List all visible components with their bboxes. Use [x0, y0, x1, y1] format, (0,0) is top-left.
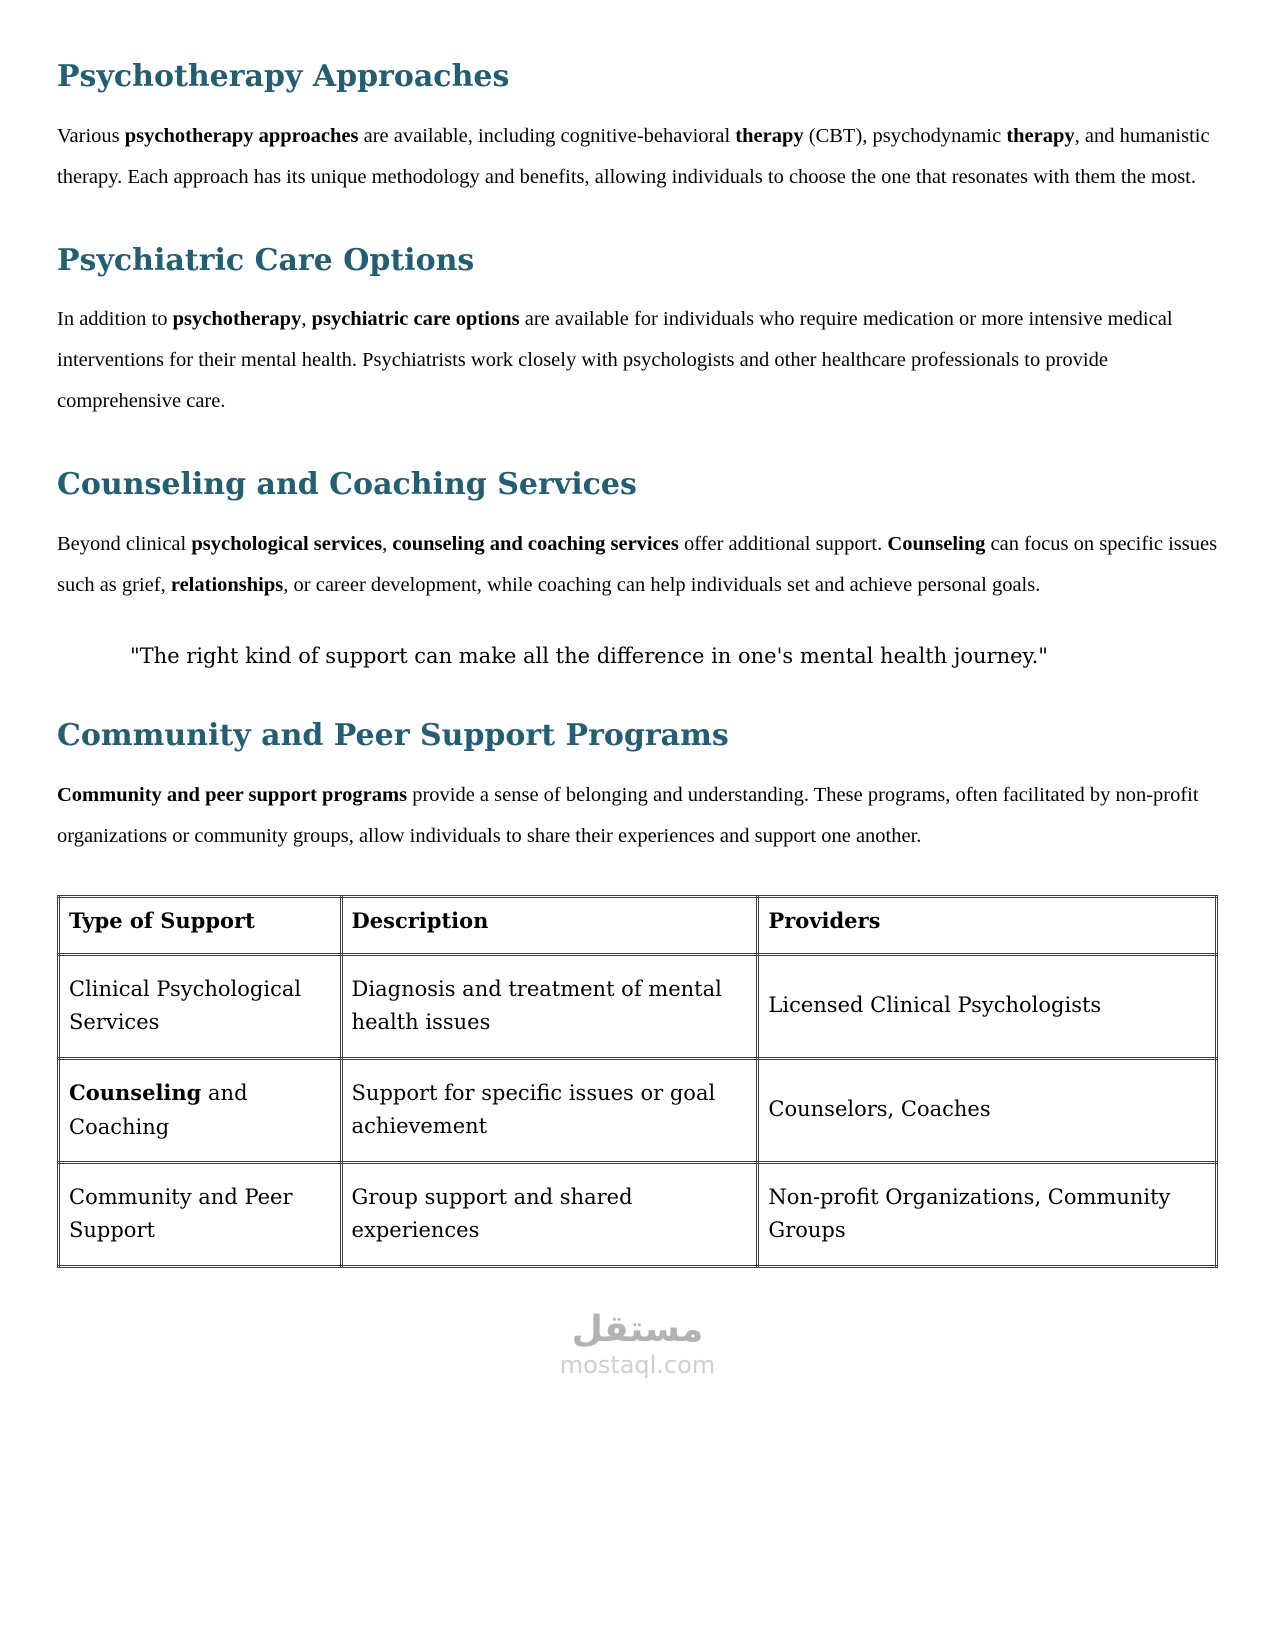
table-header-row [59, 896, 1217, 954]
paragraph-community-peer-support: Community and peer support programs provide a sense of belonging and understanding. These programs, often facilitated by non-profit organizations or community groups, allow individuals to share their experiences and support one another. [57, 783, 1199, 847]
table-row [59, 954, 1217, 1058]
table-cell: Support for specific issues or goal achievement [341, 1058, 758, 1162]
paragraph-psychotherapy-approaches: Various psychotherapy approaches are available, including cognitive-behavioral therapy (CBT), psychodynamic therapy, and humanistic therapy. Each approach has its unique methodology and benefits, allowing individuals to choose the one that resonates with them the most. [57, 124, 1210, 188]
heading-counseling-coaching-services: Counseling and Coaching Services [57, 467, 637, 502]
table-cell: Non-profit Organizations, Community Groups [758, 1162, 1217, 1266]
table-header-providers: Providers [758, 896, 1217, 954]
table-cell: Clinical Psychological Services [59, 954, 342, 1058]
blockquote: "The right kind of support can make all the difference in one's mental health journey." [130, 643, 1048, 668]
watermark-arabic-logo: مستقل [571, 1308, 704, 1350]
table-cell: Counseling and Coaching [59, 1058, 342, 1162]
mostaql-watermark [57, 1310, 1218, 1380]
table-cell: Counselors, Coaches [758, 1058, 1217, 1162]
heading-psychiatric-care-options: Psychiatric Care Options [57, 242, 475, 278]
table-header-type-of-support: Type of Support [59, 896, 342, 954]
table-cell: Group support and shared experiences [341, 1162, 758, 1266]
watermark-domain-text: mostaql.com [559, 1351, 716, 1380]
table-header-description: Description [341, 896, 758, 954]
table-row [59, 1058, 1217, 1162]
heading-community-peer-support: Community and Peer Support Programs [57, 718, 729, 754]
table-cell: Community and Peer Support [59, 1162, 342, 1266]
table-cell: Licensed Clinical Psychologists [758, 954, 1217, 1058]
table-row [59, 1162, 1217, 1266]
heading-psychotherapy-approaches: Psychotherapy Approaches [57, 59, 510, 94]
paragraph-counseling-coaching-services: Beyond clinical psychological services, counseling and coaching services offer additional support. Counseling can focus on specific issues such as grief, relationships, or career development, while coaching can help individuals set and achieve personal goals. [57, 532, 1218, 596]
support-table [57, 895, 1218, 1268]
table-cell: Diagnosis and treatment of mental health issues [341, 954, 758, 1058]
paragraph-psychiatric-care-options: In addition to psychotherapy, psychiatric care options are available for individuals who require medication or more intensive medical interventions for their mental health. Psychiatrists work closely with psychologists and other healthcare professionals to provide comprehensive care. [57, 308, 1173, 412]
